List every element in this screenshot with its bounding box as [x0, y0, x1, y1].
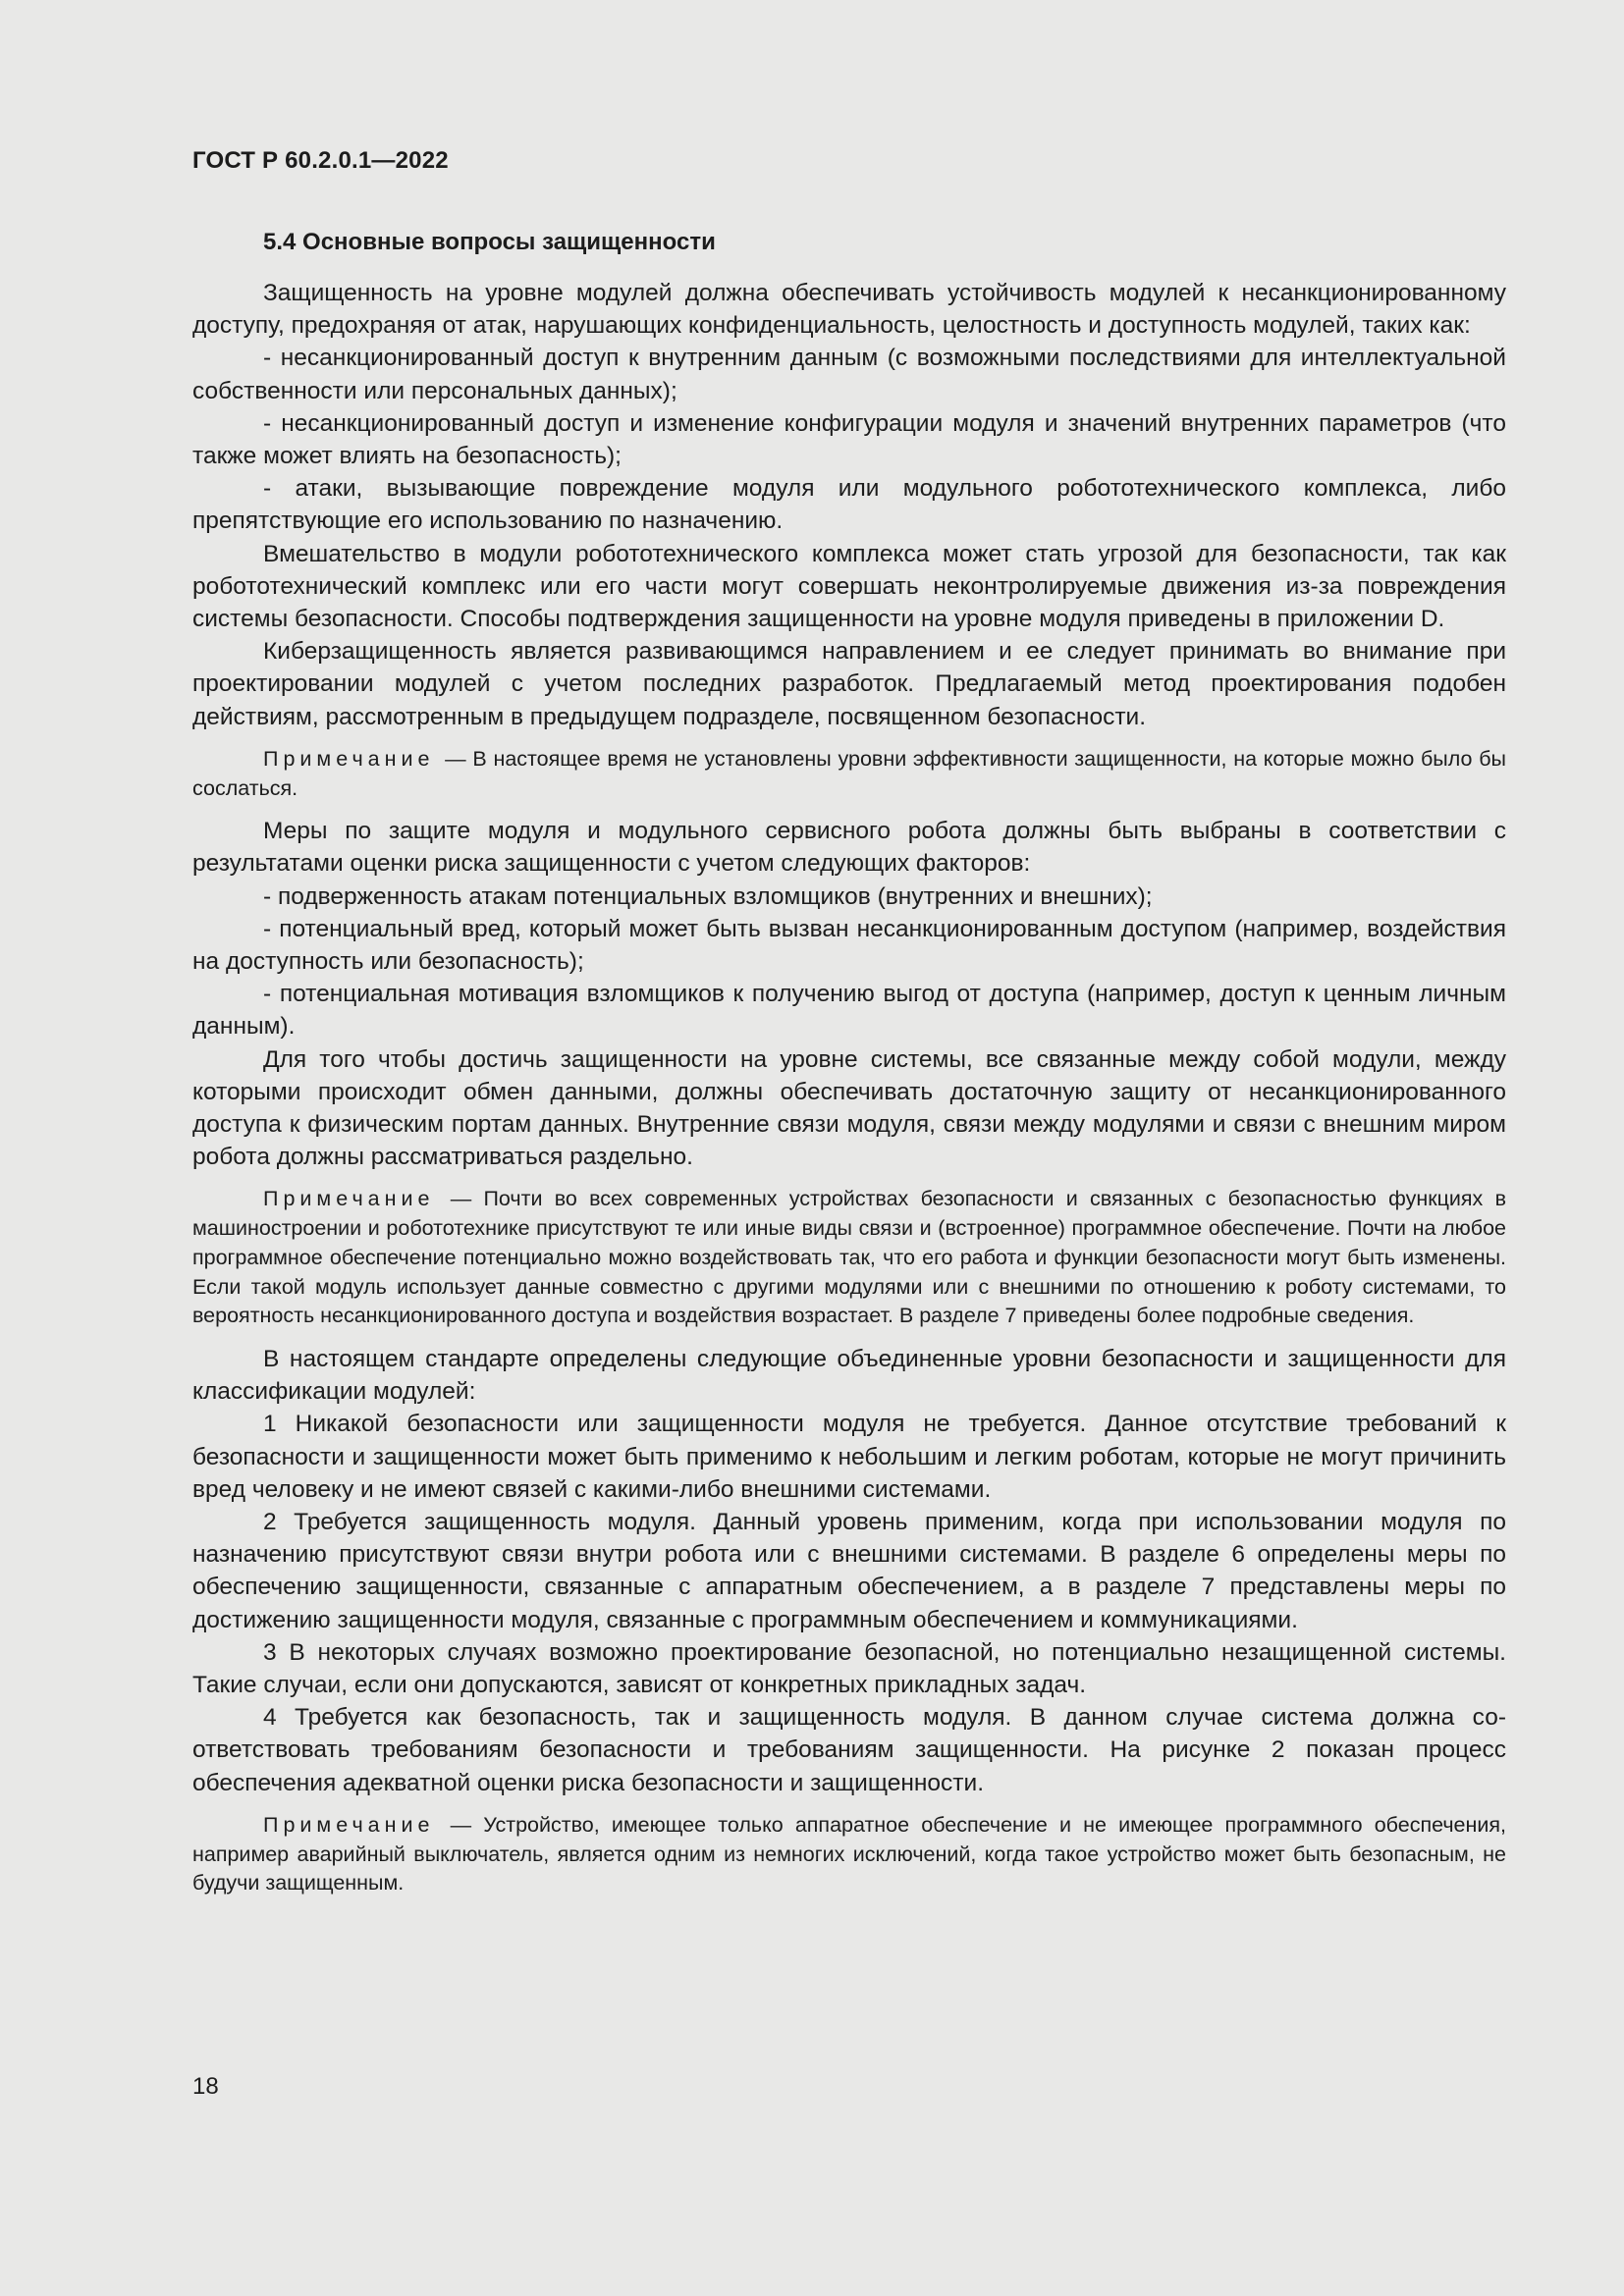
- list-item-threat-3: - атаки, вызывающие повреждение модуля или модульного робототехнического комплекса, либо препятствующие его использованию по назначению.: [192, 475, 1506, 535]
- paragraph-intro: Защищенность на уровне модулей должна обеспечивать устойчивость модулей к несанкционированному доступу, предохраняя от атак, нарушающих конфиденциальность, целостность и доступность модулей, таких как:: [192, 280, 1506, 340]
- list-item-factor-2: - потенциальный вред, который может быть вызван несанкционированным доступом (например, воздействия на доступность или безопасность);: [192, 915, 1506, 976]
- level-item-4: 4 Требуется как безопасность, так и защищенность модуля. В данном случае система должна соответствовать требованиям безопасности и требованиям защищенности. На рисунке 2 показан процесс обеспечения адекватной оценки риска безопасности и защищенности.: [192, 1704, 1506, 1796]
- level-item-3: 3 В некоторых случаях возможно проектирование безопасной, но потенциально незащищенной системы. Такие случаи, если они допускаются, зависят от конкретных прикладных задач.: [192, 1638, 1506, 1699]
- level-item-1: 1 Никакой безопасности или защищенности модуля не требуется. Данное отсутствие требований к безопасности и защищенности может быть применимо к небольшим и легким роботам, которые не могут причинить вред человеку и не имеют связей с какими-либо внешними системами.: [192, 1411, 1506, 1503]
- paragraph-system-level: Для того чтобы достичь защищенности на уровне системы, все связанные между собой модули, между которыми происходит обмен данными, должны обеспечивать достаточную защиту от несанкционированного доступа к физическим портам данных. Внутренние связи модуля, связи между модулями и связи с внешним миром робота должны рассматриваться раздельно.: [192, 1045, 1506, 1171]
- document-code-header: ГОСТ Р 60.2.0.1—2022: [192, 147, 449, 174]
- note-label: Примечание: [263, 1187, 435, 1211]
- paragraph-levels-intro: В настоящем стандарте определены следующие объединенные уровни безопасности и защищенности для классификации модулей:: [192, 1346, 1506, 1406]
- paragraph-cybersecurity: Киберзащищенность является развивающимся направлением и ее следует принимать во внимание при проектировании модулей с учетом последних разработок. Предлагаемый метод проектирования подобен действиям, рассмотренным в предыдущем подразделе, посвященном безопасности.: [192, 638, 1506, 730]
- level-item-2: 2 Требуется защищенность модуля. Данный уровень применим, когда при использовании модуля по назначению присутствуют связи внутри робота или с внешними системами. В разделе 6 определены меры по обеспечению защищенности, связанные с аппаратным обеспечением, а в разделе 7 представлены меры по достижению защищенности модуля, связанные с программным обеспечением и коммуникациями.: [192, 1509, 1506, 1633]
- section-heading: 5.4 Основные вопросы защищенности: [263, 229, 716, 255]
- note-3: [192, 1811, 1506, 1898]
- note-2: [192, 1185, 1506, 1331]
- paragraph-interference: Вмешательство в модули робототехнического комплекса может стать угрозой для безопасности, так как робототехнический комплекс или его части могут совершать неконтролируемые движения из-за повреждения системы безопасности. Способы подтверждения защищенности на уровне модуля приведены в приложении D.: [192, 540, 1506, 633]
- list-item-threat-1: - несанкционированный доступ к внутренним данным (с возможными последствиями для интеллектуальной собственности или персональных данных);: [192, 345, 1506, 404]
- note-text: — Устройство, имеющее только аппаратное обеспечение и не имеющее программного обеспечения, например аварийный выключатель, является одним из немногих исключений, когда такое устройство может быть безопасным, не будучи защищенным.: [192, 1812, 1506, 1896]
- paragraph-protection-measures: Меры по защите модуля и модульного сервисного робота должны быть выбраны в соответствии с результатами оценки риска защищенности с учетом следующих факторов:: [192, 818, 1506, 878]
- page-number: 18: [192, 2073, 219, 2100]
- list-item-factor-1: - подверженность атакам потенциальных взломщиков (внутренних и внешних);: [263, 882, 1153, 910]
- note-label: Примечание: [263, 1812, 435, 1837]
- list-item-threat-2: - несанкционированный доступ и изменение конфигурации модуля и значений внутренних параметров (что также может влиять на безопасность);: [192, 409, 1506, 470]
- list-item-factor-3: - потенциальная мотивация взломщиков к получению выгод от доступа (например, доступ к ценным личным данным).: [192, 981, 1506, 1041]
- document-body: [192, 222, 1506, 1910]
- note-text: — Почти во всех современных устройствах безопасности и связанных с безопасностью функциях в машиностроении и робототехнике присутствуют те или иные виды связи и (встроенное) программное обеспечение. Почти на любое программное обеспечение потенциально можно воздействовать так, что его работа и функции безопасности могут быть изменены. Если такой модуль использует данные совместно с другими модулями или с внешними по отношению к роботу системами, то вероятность несанкционированного доступа и воздействия возрастает. В разделе 7 приведены более подробные сведения.: [192, 1187, 1506, 1328]
- note-label: Примечание: [263, 746, 435, 771]
- note-1: [192, 745, 1506, 803]
- note-text: — В настоящее время не установлены уровни эффективности защищенности, на которые можно было бы сослаться.: [192, 746, 1506, 800]
